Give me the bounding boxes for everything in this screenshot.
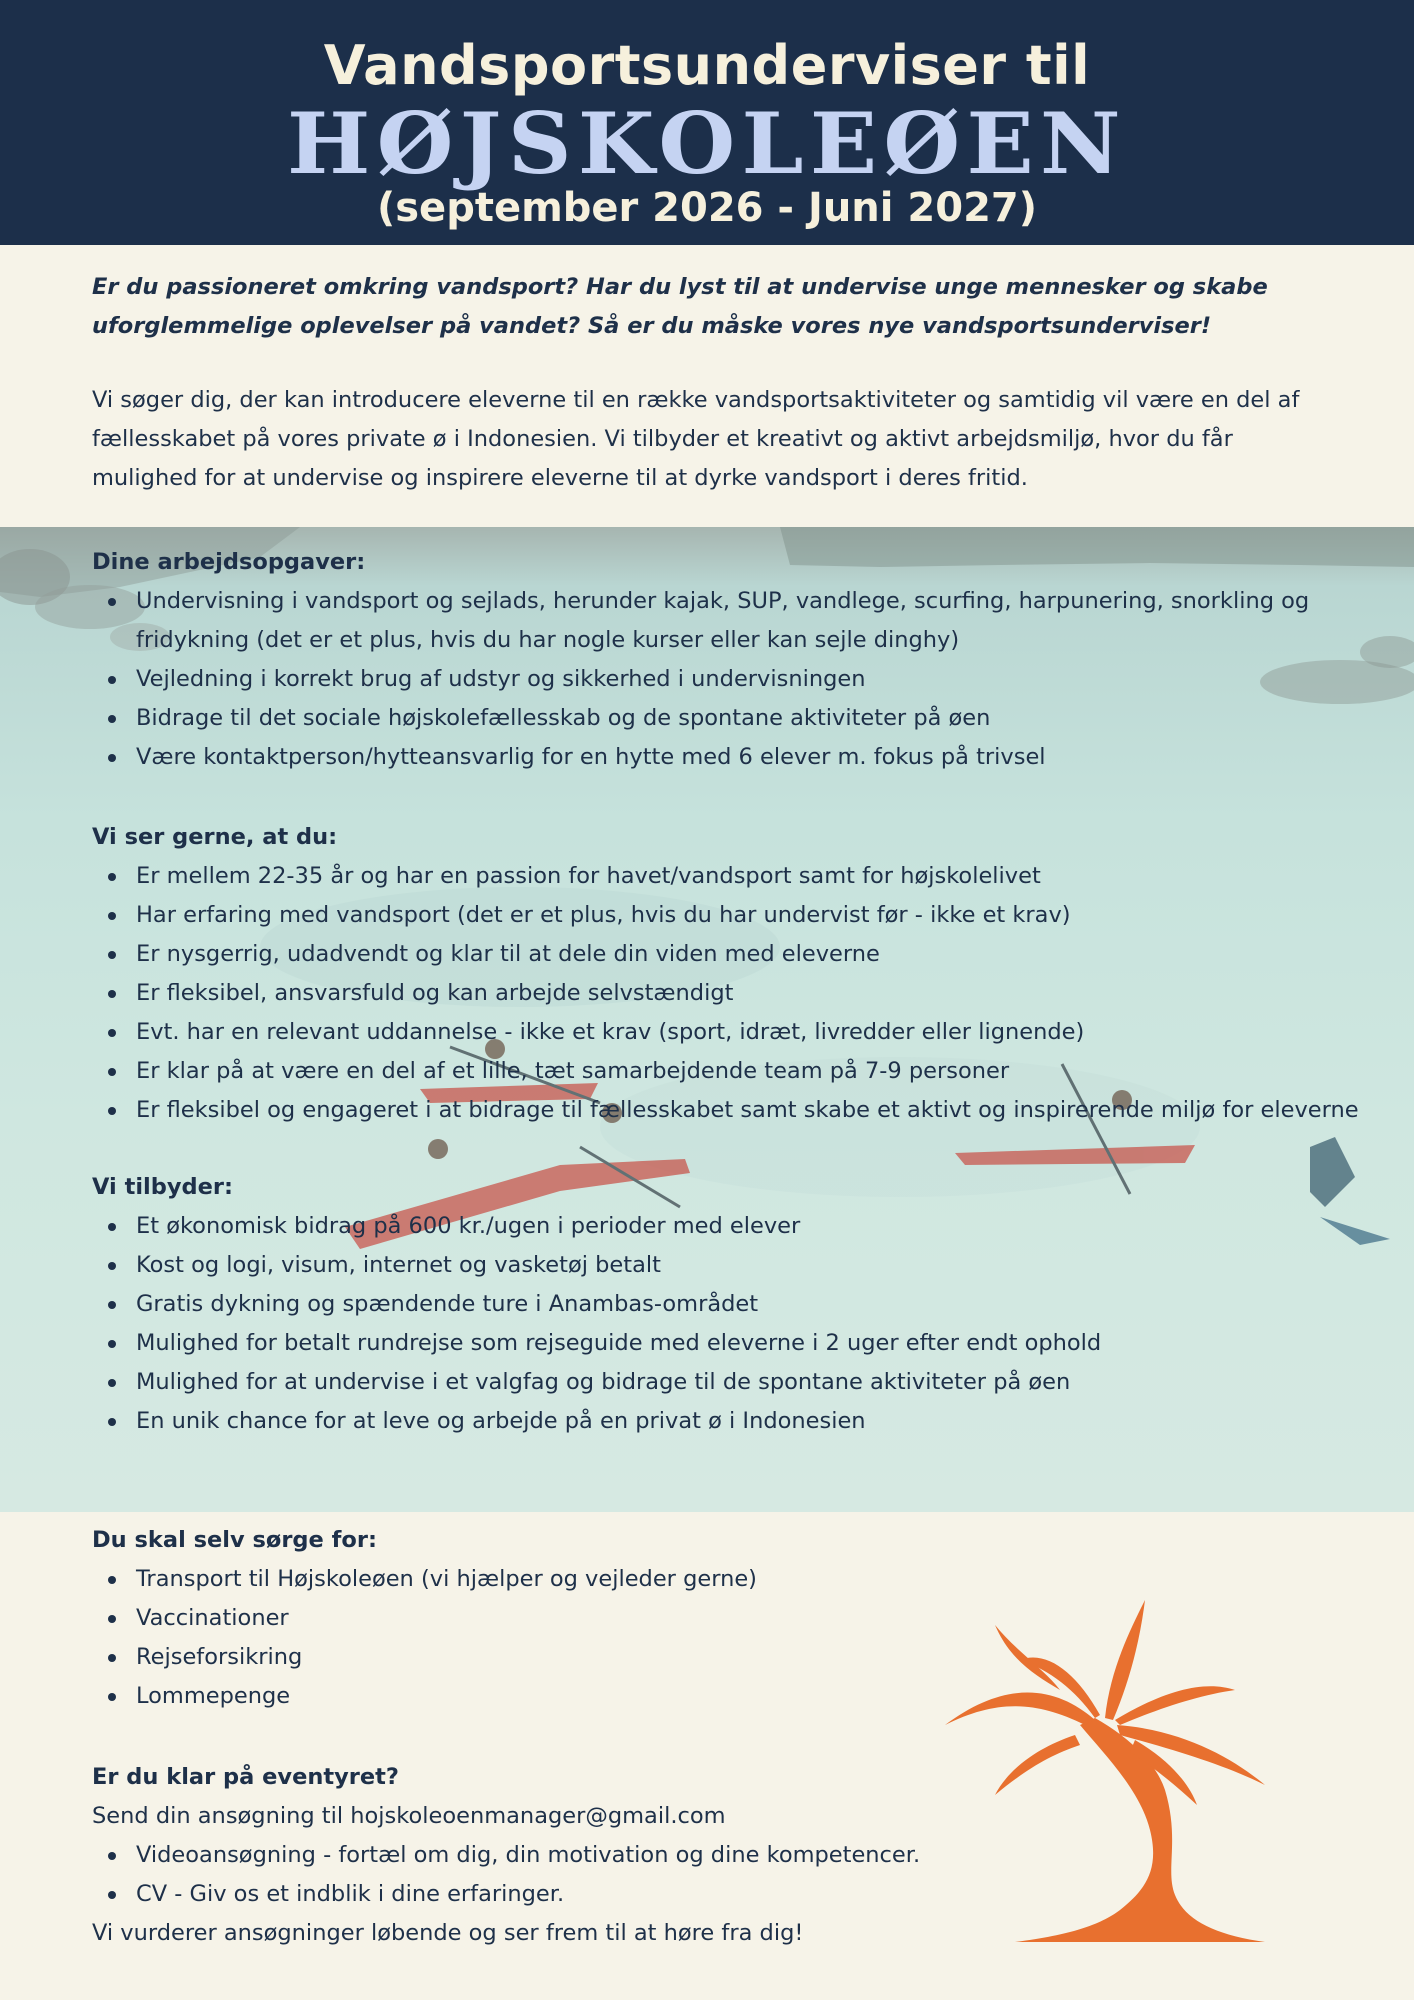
list-item: Er nysgerrig, udadvendt og klar til at dele din viden med eleverne [136,935,1382,974]
list-item: CV - Giv os et indblik i dine erfaringer. [136,1875,992,1914]
list-item: En unik chance for at leve og arbejde på en privat ø i Indonesien [136,1402,1382,1441]
header-brand: HØJSKOLEØEN [287,94,1127,193]
list-item: Et økonomisk bidrag på 600 kr./ugen i perioder med elever [136,1207,1382,1246]
list-item: Bidrage til det sociale højskolefællesskab og de spontane aktiviteter på øen [136,699,1382,738]
tasks-section [92,543,1382,777]
intro-section [92,268,1332,498]
apply-list [92,1836,992,1914]
header-title: Vandsportsunderviser til [323,34,1091,97]
list-item: Rejseforsikring [136,1638,892,1677]
tasks-list [92,582,1382,777]
list-item: Vaccinationer [136,1599,892,1638]
palm-tree-icon [935,1590,1355,1960]
list-item: Er klar på at være en del af et lille, tæt samarbejdende team på 7-9 personer [136,1052,1382,1091]
tasks-title: Dine arbejdsopgaver: [92,549,366,575]
list-item: Undervisning i vandsport og sejlads, herunder kajak, SUP, vandlege, scurfing, harpunering, snorkling og fridykning (det er et plus, hvis du har nogle kurser eller kan sejle dinghy) [136,582,1382,660]
wishes-title: Vi ser gerne, at du: [92,824,338,850]
apply-email-line: Send din ansøgning til hojskoleoenmanager@gmail.com [92,1803,726,1829]
intro-lead: Er du passioneret omkring vandsport? Har du lyst til at undervise unge mennesker og skabe uforglemmelige oplevelser på vandet? Så er du måske vores nye vandsportsunderviser! [92,274,1268,339]
wishes-section [92,818,1382,1130]
offer-title: Vi tilbyder: [92,1174,233,1200]
self-list [92,1560,892,1716]
self-section [92,1521,892,1716]
intro-body: Vi søger dig, der kan introducere eleverne til en række vandsportsaktiviteter og samtidig vil være en del af fællesskabet på vores private ø i Indonesien. Vi tilbyder et kreativt og aktivt arbejdsmiljø, hvor du får mulighed for at undervise og inspirere eleverne til at dyrke vandsport i deres fritid. [92,387,1300,491]
list-item: Evt. har en relevant uddannelse - ikke et krav (sport, idræt, livredder eller lignende) [136,1013,1382,1052]
list-item: Transport til Højskoleøen (vi hjælper og vejleder gerne) [136,1560,892,1599]
list-item: Videoansøgning - fortæl om dig, din motivation og dine kompetencer. [136,1836,992,1875]
header-dates: (september 2026 - Juni 2027) [376,185,1038,231]
list-item: Lommepenge [136,1677,892,1716]
list-item: Er mellem 22-35 år og har en passion for havet/vandsport samt for højskolelivet [136,857,1382,896]
apply-section [92,1758,992,1953]
header-banner [0,0,1414,245]
self-title: Du skal selv sørge for: [92,1527,377,1553]
list-item: Være kontaktperson/hytteansvarlig for en hytte med 6 elever m. fokus på trivsel [136,738,1382,777]
list-item: Er fleksibel og engageret i at bidrage til fællesskabet samt skabe et aktivt og inspirerende miljø for eleverne [136,1091,1382,1130]
apply-closing: Vi vurderer ansøgninger løbende og ser frem til at høre fra dig! [92,1920,804,1946]
list-item: Mulighed for at undervise i et valgfag og bidrage til de spontane aktiviteter på øen [136,1363,1382,1402]
list-item: Gratis dykning og spændende ture i Anambas-området [136,1285,1382,1324]
offer-list [92,1207,1382,1441]
list-item: Mulighed for betalt rundrejse som rejseguide med eleverne i 2 uger efter endt ophold [136,1324,1382,1363]
list-item: Vejledning i korrekt brug af udstyr og sikkerhed i undervisningen [136,660,1382,699]
list-item: Har erfaring med vandsport (det er et plus, hvis du har undervist før - ikke et krav) [136,896,1382,935]
list-item: Er fleksibel, ansvarsfuld og kan arbejde selvstændigt [136,974,1382,1013]
wishes-list [92,857,1382,1130]
apply-title: Er du klar på eventyret? [92,1764,399,1790]
offer-section [92,1168,1382,1441]
list-item: Kost og logi, visum, internet og vasketøj betalt [136,1246,1382,1285]
